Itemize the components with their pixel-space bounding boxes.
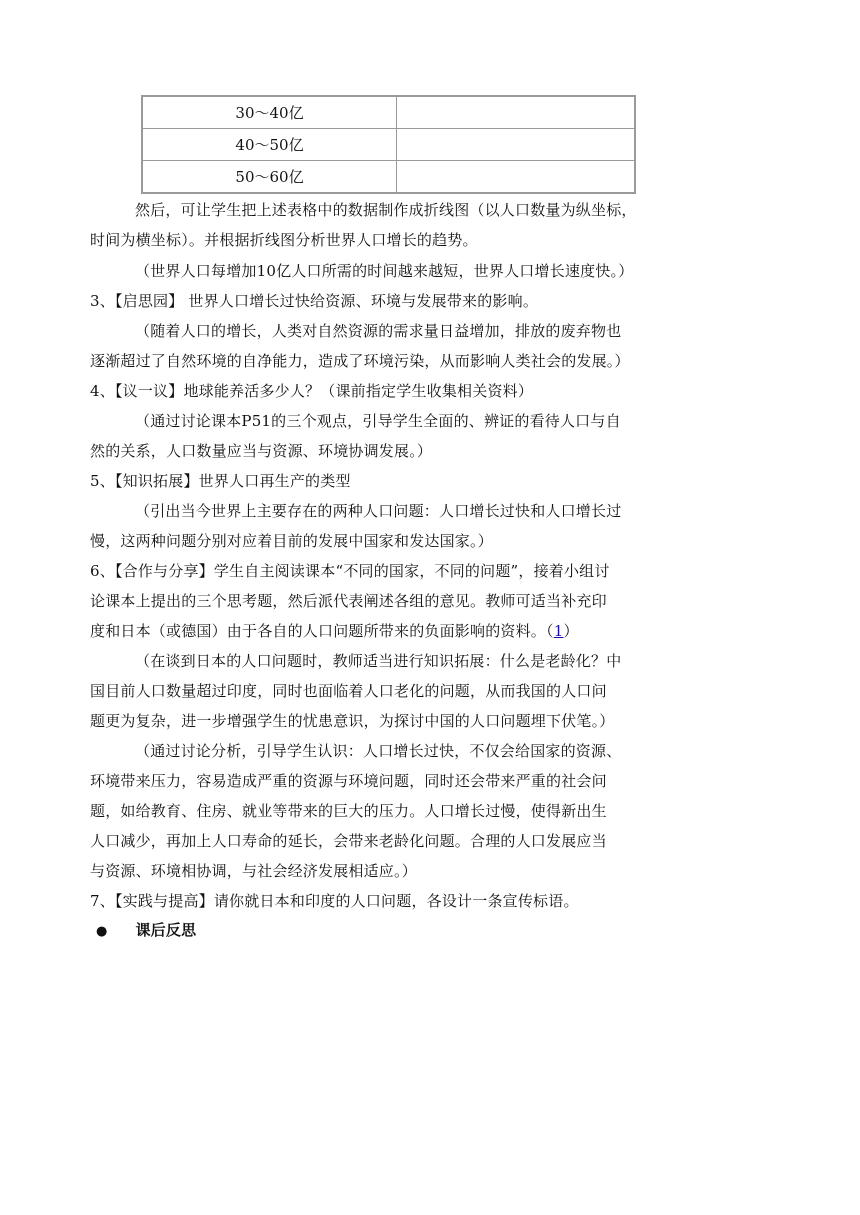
text-line: 逐渐超过了自然环境的自净能力，造成了环境污染，从而影响人类社会的发展。） [90,352,630,370]
text-line: （随着人口的增长，人类对自然资源的需求量日益增加，排放的废弃物也 [135,322,622,340]
text-line: 题，如给教育、住房、就业等带来的巨大的压力。人口增长过慢，使得新出生 [90,802,607,820]
bullet-icon: ● [96,924,108,939]
text-line: 慢，这两种问题分别对应着目前的发展中国家和发达国家。） [90,532,493,550]
text-line: 然的关系，人口数量应当与资源、环境协调发展。） [90,442,433,460]
text-line: 与资源、环境相协调，与社会经济发展相适应。） [90,862,417,880]
text-line: （通过讨论分析，引导学生认识：人口增长过快，不仅会给国家的资源、 [135,742,622,760]
section-heading [96,915,696,947]
text-line: （在谈到日本的人口问题时，教师适当进行知识拓展：什么是老龄化？中 [135,652,622,670]
heading-line: 4、【议一议】地球能养活多少人？（课前指定学生收集相关资料） [90,382,534,400]
heading-line: 5、【知识拓展】世界人口再生产的类型 [90,472,351,490]
text-line-with-footnote [90,616,690,646]
heading-line: 3、【启思园】 世界人口增长过快给资源、环境与发展带来的影响。 [90,292,539,310]
text-line: 度和日本（或德国）由于各自的人口问题所带来的负面影响的资料。（ [90,622,554,640]
table-cell-value [397,96,636,129]
text-line: 环境带来压力，容易造成严重的资源与环境问题，同时还会带来严重的社会问 [90,772,607,790]
text-line: （世界人口每增加10亿人口所需的时间越来越短，世界人口增长速度快。） [135,262,634,280]
text-line: 时间为横坐标）。并根据折线图分析世界人口增长的趋势。 [90,231,478,249]
table-row [142,161,635,194]
text-line: 人口减少，再加上人口寿命的延长，会带来老龄化问题。合理的人口发展应当 [90,832,607,850]
heading-line: 7、【实践与提高】请你就日本和印度的人口问题，各设计一条宣传标语。 [90,892,579,910]
text-line: 论课本上提出的三个思考题，然后派代表阐述各组的意见。教师可适当补充印 [90,592,607,610]
table-row [142,96,635,129]
text-line: 题更为复杂，进一步增强学生的忧患意识，为探讨中国的人口问题埋下伏笔。） [90,712,615,730]
text-line: 国目前人口数量超过印度，同时也面临着人口老化的问题，从而我国的人口问 [90,682,607,700]
text-line: （通过讨论课本P51的三个观点，引导学生全面的、辨证的看待人口与自 [135,412,621,430]
footnote-close: ） [563,622,579,640]
table-row [142,129,635,161]
text-line: 然后，可让学生把上述表格中的数据制作成折线图（以人口数量为纵坐标， [135,201,637,219]
population-table [141,95,636,194]
table-cell-value [397,161,636,194]
footnote-link[interactable]: 1 [553,622,564,640]
table-cell-range: 40～50亿 [142,129,397,161]
table-cell-range: 30～40亿 [142,96,397,129]
text-line: （引出当今世界上主要存在的两种人口问题：人口增长过快和人口增长过 [135,502,622,520]
table-cell-range: 50～60亿 [142,161,397,194]
heading-line: 6、【合作与分享】学生自主阅读课本“不同的国家，不同的问题”，接着小组讨 [90,562,610,580]
table-cell-value [397,129,636,161]
section-title: 课后反思 [135,921,197,939]
